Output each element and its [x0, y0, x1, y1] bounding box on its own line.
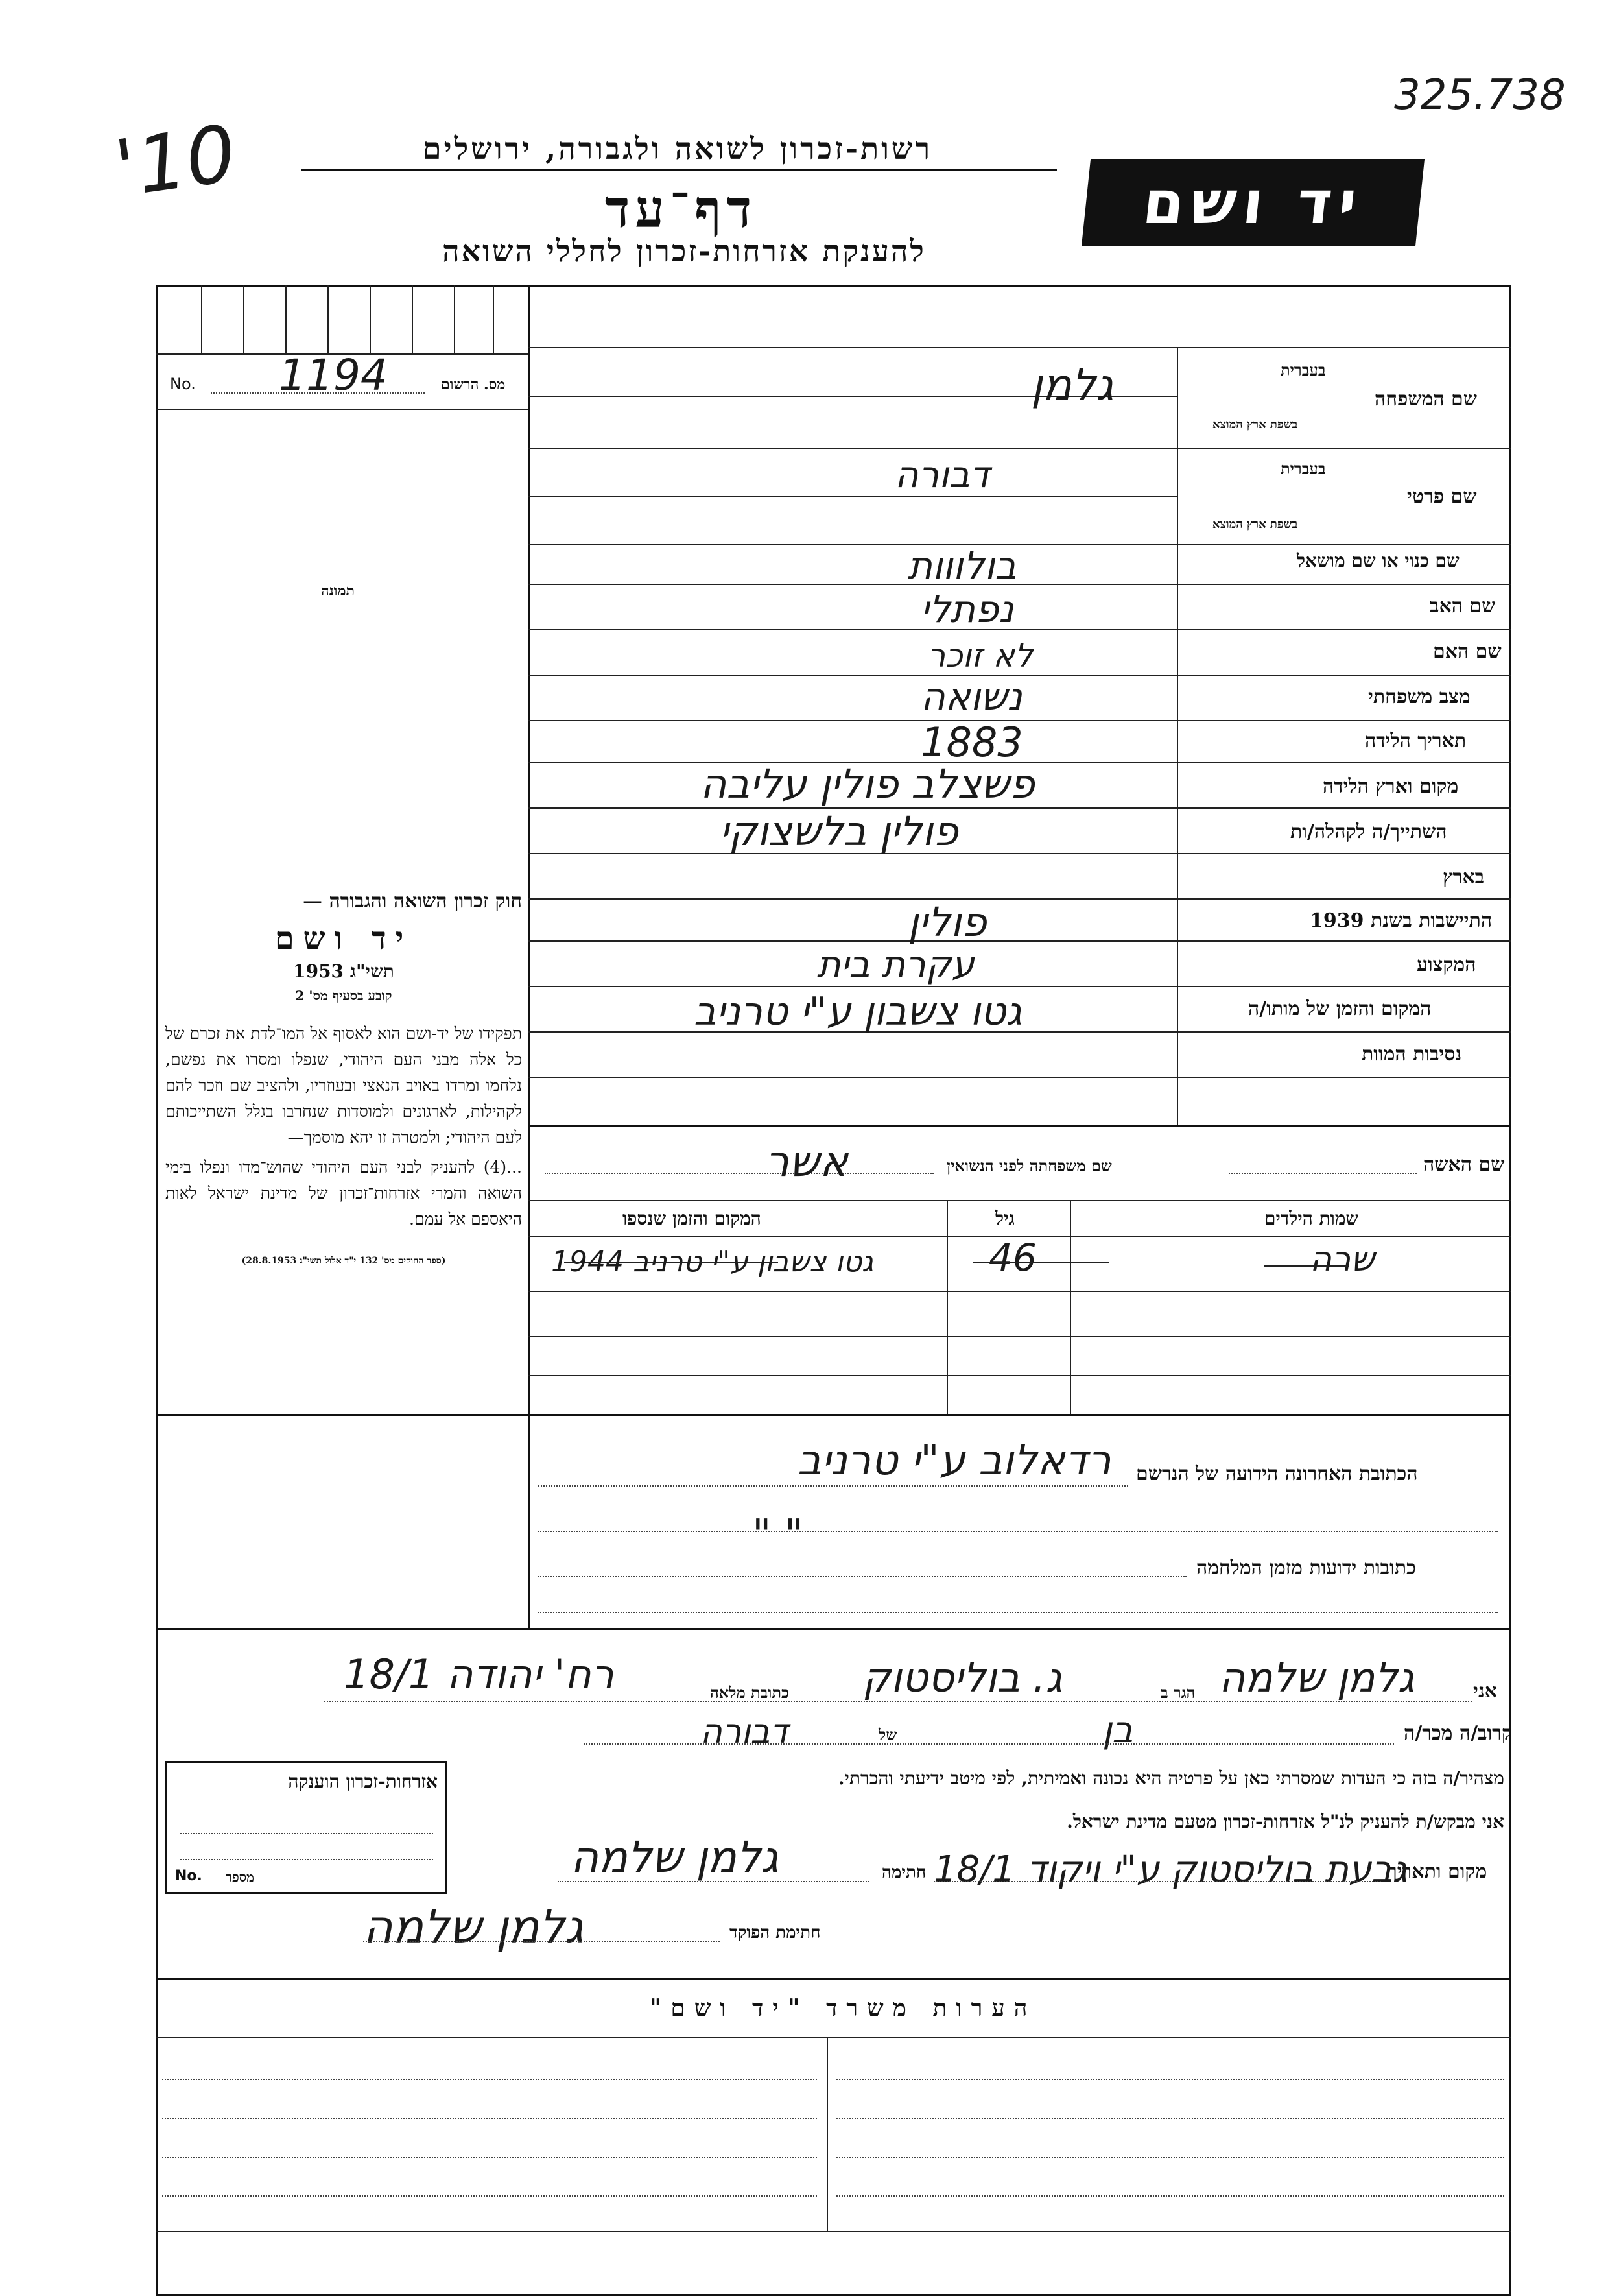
residence-1939-value: פולין — [908, 898, 987, 946]
photo-label: תמונה — [321, 582, 355, 599]
children-place-header: המקום והזמן שנספו — [622, 1208, 761, 1229]
declarant-i-label: אני — [1473, 1680, 1497, 1703]
alias-value: בולווות — [908, 544, 1017, 588]
folio-number: '10 — [110, 108, 242, 215]
declarant-resides-label: הגר ב — [1161, 1683, 1196, 1702]
official-signature-value: גלמן שלמה — [363, 1900, 584, 1954]
children-names-header: שמות הילדים — [1264, 1208, 1359, 1229]
death-circumstances-label: נסיבות המוות — [1362, 1043, 1462, 1066]
full-address-label: כתובת מלאה — [710, 1683, 789, 1702]
law-paragraph-2: ...(4) להעניק לבני העם היהודי שהוש־מדו ונפלו בימי השואה והמרי אזרחות־זכרון של מדינת ישראל לאות היאספם אל עמם. — [165, 1158, 522, 1228]
father-name-value: נפתלי — [921, 587, 1014, 631]
country-label: בארץ — [1443, 866, 1485, 889]
logo-text: יד ושם — [1139, 168, 1367, 237]
surname-native-label: בשפת ארץ המוצא — [1212, 418, 1298, 431]
community-label: השתייך/ה לקהלה/ות — [1290, 820, 1447, 843]
wife-value: אשר — [765, 1136, 849, 1186]
law-year: תשי"ג 1953 — [293, 961, 394, 982]
full-address-value: רח' יהודה 18/1 — [344, 1651, 614, 1698]
relative-label: קרוב/ה מכר/ה — [1404, 1722, 1512, 1745]
residence-1939-label: התיישבות בשנת 1939 — [1310, 909, 1493, 932]
grant-box-no-label: No. — [175, 1868, 202, 1884]
place-date-label: מקום ותאריך — [1388, 1860, 1487, 1883]
relation-value: בן — [1102, 1709, 1133, 1751]
law-section: קובע בסעיף מס' 2 — [295, 988, 392, 1003]
official-signature-label: חתימת הפוקד — [729, 1923, 821, 1943]
child-place-time: 1944 גטו צשבון ע"י טרניב — [551, 1245, 874, 1278]
marital-status-label: מצב משפחתי — [1368, 686, 1471, 708]
registration-number: 1194 — [279, 350, 388, 400]
first-name-hebrew-label: בעברית — [1281, 459, 1326, 478]
law-name: יד ושם — [274, 920, 413, 957]
first-name-value: דבורה — [895, 454, 990, 496]
surname-hebrew-label: בעברית — [1281, 361, 1326, 379]
birth-date-label: תאריך הלידה — [1365, 730, 1467, 752]
wife-maiden-label: שם משפחתה לפני הנשואין — [947, 1156, 1112, 1175]
alias-label: שם כנוי או שם מושאל — [1297, 550, 1460, 571]
law-paragraph-1: תפקידו של יד-ושם הוא לאסוף אל המו־לדת את זכרם של כל אלה מבני העם היהודי, שנפלו ומסרו את נפשם, נלחמו ומרדו באויב הנאצי ובעוזריו, ולהציב שם וזכר להם לקהילות, לארגונים ולמוסדות שנחרבו בגלל השתייכותם לעם היהודי; ולמטרה זו יהא מוסמך— — [165, 1024, 522, 1147]
mother-name-value: לא זוכר — [927, 637, 1034, 675]
form-subtitle: להענקת אזרחות-זכרון לחללי השואה — [442, 233, 926, 269]
of-label: של — [879, 1725, 897, 1744]
wife-label: שם האשה — [1423, 1153, 1505, 1176]
wartime-address-value: " " — [752, 1511, 804, 1559]
declaration-statement-1: מצהיר/ה בזה כי העדות שמסרתי כאן על פרטיה היא נכונה ואמיתית, לפי מיטב ידיעתי והכרתי. — [838, 1767, 1504, 1789]
law-title: חוק זכרון השואה והגבורה — — [303, 890, 522, 913]
surname-label: שם המשפחה — [1375, 388, 1478, 411]
children-age-header: גיל — [995, 1208, 1015, 1229]
last-address-value: רדאלוב ע"י טרניב — [798, 1437, 1111, 1485]
grant-box-number-label: מספר — [226, 1869, 254, 1885]
institution-name: רשות-זכרון לשואה ולגבורה, ירושלים — [422, 131, 933, 166]
last-address-label: הכתובת האחרונה הידועה של הנרשם — [1136, 1463, 1418, 1485]
surname-value: גלמן — [1031, 360, 1114, 410]
occupation-value: עקרת בית — [817, 944, 975, 986]
declarant-resides-value: ג. בוליסטוק — [862, 1654, 1063, 1701]
community-value: פולין בלשצוקי — [720, 807, 958, 855]
form-title: דף־עד — [604, 178, 757, 239]
birth-place-value: פשצלב פולין עליבה — [700, 760, 1035, 807]
law-citation: (ספר החוקים מס' 132 י"ד אלול תשי"ג 28.8.1953) — [241, 1256, 446, 1266]
mother-name-label: שם האם — [1433, 640, 1502, 663]
registration-label: מס. הרשום — [441, 376, 506, 393]
birth-place-label: מקום וארץ הלידה — [1323, 775, 1459, 798]
yad-vashem-logo — [1082, 159, 1425, 246]
first-name-label: שם פרטי — [1407, 485, 1477, 508]
declaration-statement-2: אני מבקש/ת להעניק לנ"ל אזרחות-זכרון מטעם מדינת ישראל. — [1067, 1811, 1504, 1832]
first-name-native-label: בשפת ארץ המוצא — [1212, 518, 1298, 531]
reference-number: 325.738 — [1394, 71, 1566, 119]
declarant-name: גלמן שלמה — [1219, 1654, 1415, 1701]
signature-label: חתימה — [882, 1863, 927, 1882]
marital-status-value: נשואה — [921, 675, 1023, 719]
birth-date-value: 1883 — [921, 719, 1023, 766]
grant-box — [165, 1761, 447, 1894]
child-name: שרה — [1310, 1240, 1375, 1279]
child-age: 46 — [989, 1236, 1037, 1280]
place-date-value: גבעת בוליסטוק ע"י ויקוד 18/1 — [934, 1848, 1408, 1891]
father-name-label: שם האב — [1430, 595, 1496, 617]
death-place-time-value: גטו צשבון ע"י טרניב — [694, 989, 1023, 1034]
occupation-label: המקצוע — [1417, 953, 1476, 976]
of-value: דבורה — [700, 1712, 788, 1751]
wartime-address-label: כתובות ידועות מזמן המלחמה — [1196, 1557, 1416, 1579]
registration-no-label: No. — [170, 375, 196, 393]
death-place-time-label: המקום והזמן של מותו/ה — [1248, 998, 1432, 1020]
notes-title: הערות משרד "יד ושם" — [649, 1994, 1037, 2022]
law-block — [165, 890, 522, 1267]
grant-box-title: אזרחות-זכרון הוענקה — [288, 1771, 438, 1792]
signature-value: גלמן שלמה — [571, 1832, 779, 1882]
